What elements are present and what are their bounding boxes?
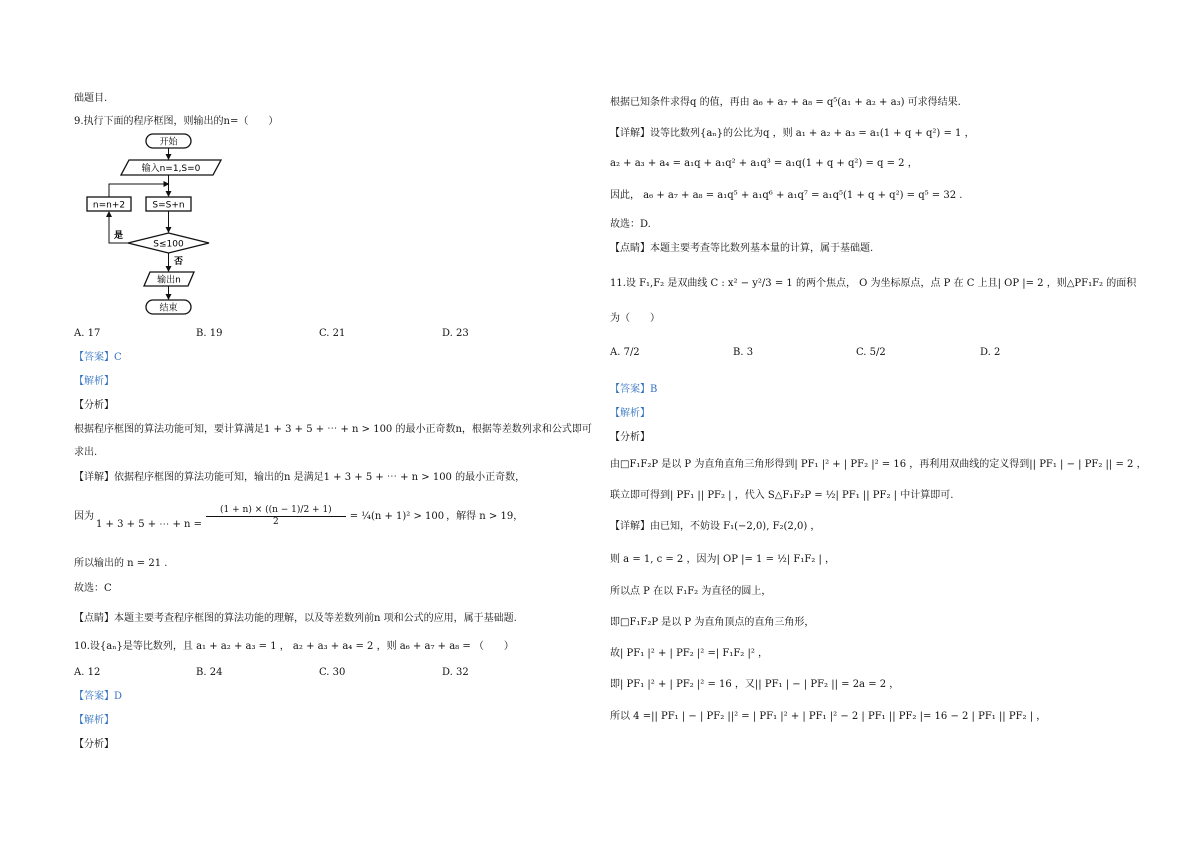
- option-a: A. 17: [74, 328, 101, 339]
- formula-rhs: = ¼(n + 1)² > 100: [349, 511, 445, 522]
- jiexi-label: 【解析】: [74, 715, 114, 726]
- option-d: D. 32: [442, 667, 469, 678]
- formula-fraction: [206, 505, 346, 528]
- flow-end-label: 结束: [159, 303, 178, 314]
- flow-n-update-label: n=n+2: [92, 200, 126, 211]
- option-c: C. 5/2: [856, 347, 886, 358]
- option-b: B. 24: [196, 667, 223, 678]
- fenxi-label: 【分析】: [610, 432, 650, 443]
- text-line: 【点睛】本题主要考查等比数列基本量的计算，属于基础题.: [610, 243, 874, 254]
- text-line: 求出.: [74, 447, 98, 458]
- text-line: 所以输出的 n = 21 .: [74, 558, 168, 569]
- text-fragment: ，解得 n > 19，: [446, 511, 524, 522]
- text-line: 故选：C: [74, 583, 112, 594]
- formula-lhs: 1 + 3 + 5 + ⋯ + n =: [96, 519, 203, 530]
- fenxi-label: 【分析】: [74, 400, 114, 411]
- text-line: 根据已知条件求得q 的值，再由 a₆ + a₇ + a₈ = q⁵(a₁ + a₂ + a₃) 可求得结果.: [610, 97, 961, 108]
- text-line: 即□F₁F₂P 是以 P 为直角顶点的直角三角形，: [610, 617, 815, 628]
- text-line: 因此， a₆ + a₇ + a₈ = a₁q⁵ + a₁q⁶ + a₁q⁷ = a₁q⁵(1 + q + q²) = q⁵ = 32 .: [610, 190, 963, 201]
- flow-no-label: 否: [174, 257, 184, 267]
- jiexi-label: 【解析】: [610, 408, 650, 419]
- text-fragment: 因为: [74, 511, 94, 522]
- option-c: C. 30: [319, 667, 346, 678]
- answer-label: 【答案】C: [74, 352, 122, 363]
- option-a: A. 7/2: [610, 347, 640, 358]
- option-d: D. 23: [442, 328, 469, 339]
- text-line: a₂ + a₃ + a₄ = a₁q + a₁q² + a₁q³ = a₁q(1 + q + q²) = q = 2 ，: [610, 158, 918, 169]
- option-c: C. 21: [319, 328, 346, 339]
- text-line: 即| PF₁ |² + | PF₂ |² = 16 ，又|| PF₁ | − | PF₂ || = 2a = 2 ，: [610, 679, 900, 690]
- option-a: A. 12: [74, 667, 101, 678]
- fenxi-label: 【分析】: [74, 739, 114, 750]
- flow-s-update-label: S=S+n: [152, 200, 185, 211]
- text-line: 根据程序框图的算法功能可知，要计算满足1 + 3 + 5 + ⋯ + n > 100 的最小正奇数n，根据等差数列求和公式即可: [74, 424, 592, 435]
- text-line: 故| PF₁ |² + | PF₂ |² =| F₁F₂ |² ，: [610, 648, 769, 659]
- text-line: 联立即可得到| PF₁ || PF₂ | ，代入 S△F₁F₂P = ½| PF₁ || PF₂ | 中计算即可.: [610, 490, 954, 501]
- flow-output-label: 输出n: [157, 275, 181, 286]
- fraction-numerator: (1 + n) × ((n − 1)/2 + 1): [206, 505, 346, 517]
- text-line: 所以 4 =|| PF₁ | − | PF₂ ||² = | PF₁ |² + | PF₁ |² − 2 | PF₁ || PF₂ |= 16 − 2 | PF₁ || PF₂ | ，: [610, 711, 1047, 722]
- jiexi-label: 【解析】: [74, 376, 114, 387]
- text-line: 则 a = 1, c = 2 ，因为| OP |= 1 = ½| F₁F₂ | ，: [610, 554, 836, 565]
- formula-line: [74, 505, 523, 528]
- flow-start-label: 开始: [159, 137, 178, 148]
- text-line: 【详解】由已知，不妨设 F₁(−2,0), F₂(2,0) ，: [610, 521, 821, 532]
- text-line: 【点睛】本题主要考查程序框图的算法功能的理解，以及等差数列前n 项和公式的应用，属于基础题.: [74, 613, 517, 624]
- flow-input-label: 输入n=1,S=0: [141, 164, 201, 174]
- text-line: 故选：D.: [610, 219, 651, 230]
- option-b: B. 19: [196, 328, 223, 339]
- question-9: 9.执行下面的程序框图，则输出的n=（ ）: [74, 116, 279, 127]
- text-line: 础题目.: [74, 93, 108, 104]
- option-b: B. 3: [733, 347, 754, 358]
- flow-yes-label: 是: [114, 231, 124, 241]
- answer-label: 【答案】B: [610, 384, 658, 395]
- text-line: 所以点 P 在以 F₁F₂ 为直径的圆上，: [610, 586, 772, 597]
- flow-condition-label: S≤100: [153, 239, 184, 250]
- question-10: 10.设{aₙ}是等比数列，且 a₁ + a₂ + a₃ = 1 ， a₂ + a₃ + a₄ = 2 ，则 a₆ + a₇ + a₈ = （ ）: [74, 641, 514, 652]
- fraction-denominator: 2: [272, 517, 279, 527]
- option-d: D. 2: [980, 347, 1001, 358]
- text-line: 为（ ）: [610, 313, 660, 324]
- flowchart-diagram: [84, 130, 234, 320]
- text-line: 由□F₁F₂P 是以 P 为直角直角三角形得到| PF₁ |² + | PF₂ |² = 16 ，再利用双曲线的定义得到|| PF₁ | − | PF₂ || = 2 ，: [610, 459, 1147, 470]
- text-line: 【详解】设等比数列{aₙ}的公比为q ，则 a₁ + a₂ + a₃ = a₁(1 + q + q²) = 1 ，: [610, 128, 975, 139]
- question-11: 11.设 F₁,F₂ 是双曲线 C : x² − y²/3 = 1 的两个焦点， O 为坐标原点，点 P 在 C 上且| OP |= 2 ，则△PF₁F₂ 的面积: [610, 278, 1137, 289]
- text-line: 【详解】依据程序框图的算法功能可知，输出的n 是满足1 + 3 + 5 + ⋯ + n > 100 的最小正奇数，: [74, 472, 526, 483]
- answer-label: 【答案】D: [74, 691, 123, 702]
